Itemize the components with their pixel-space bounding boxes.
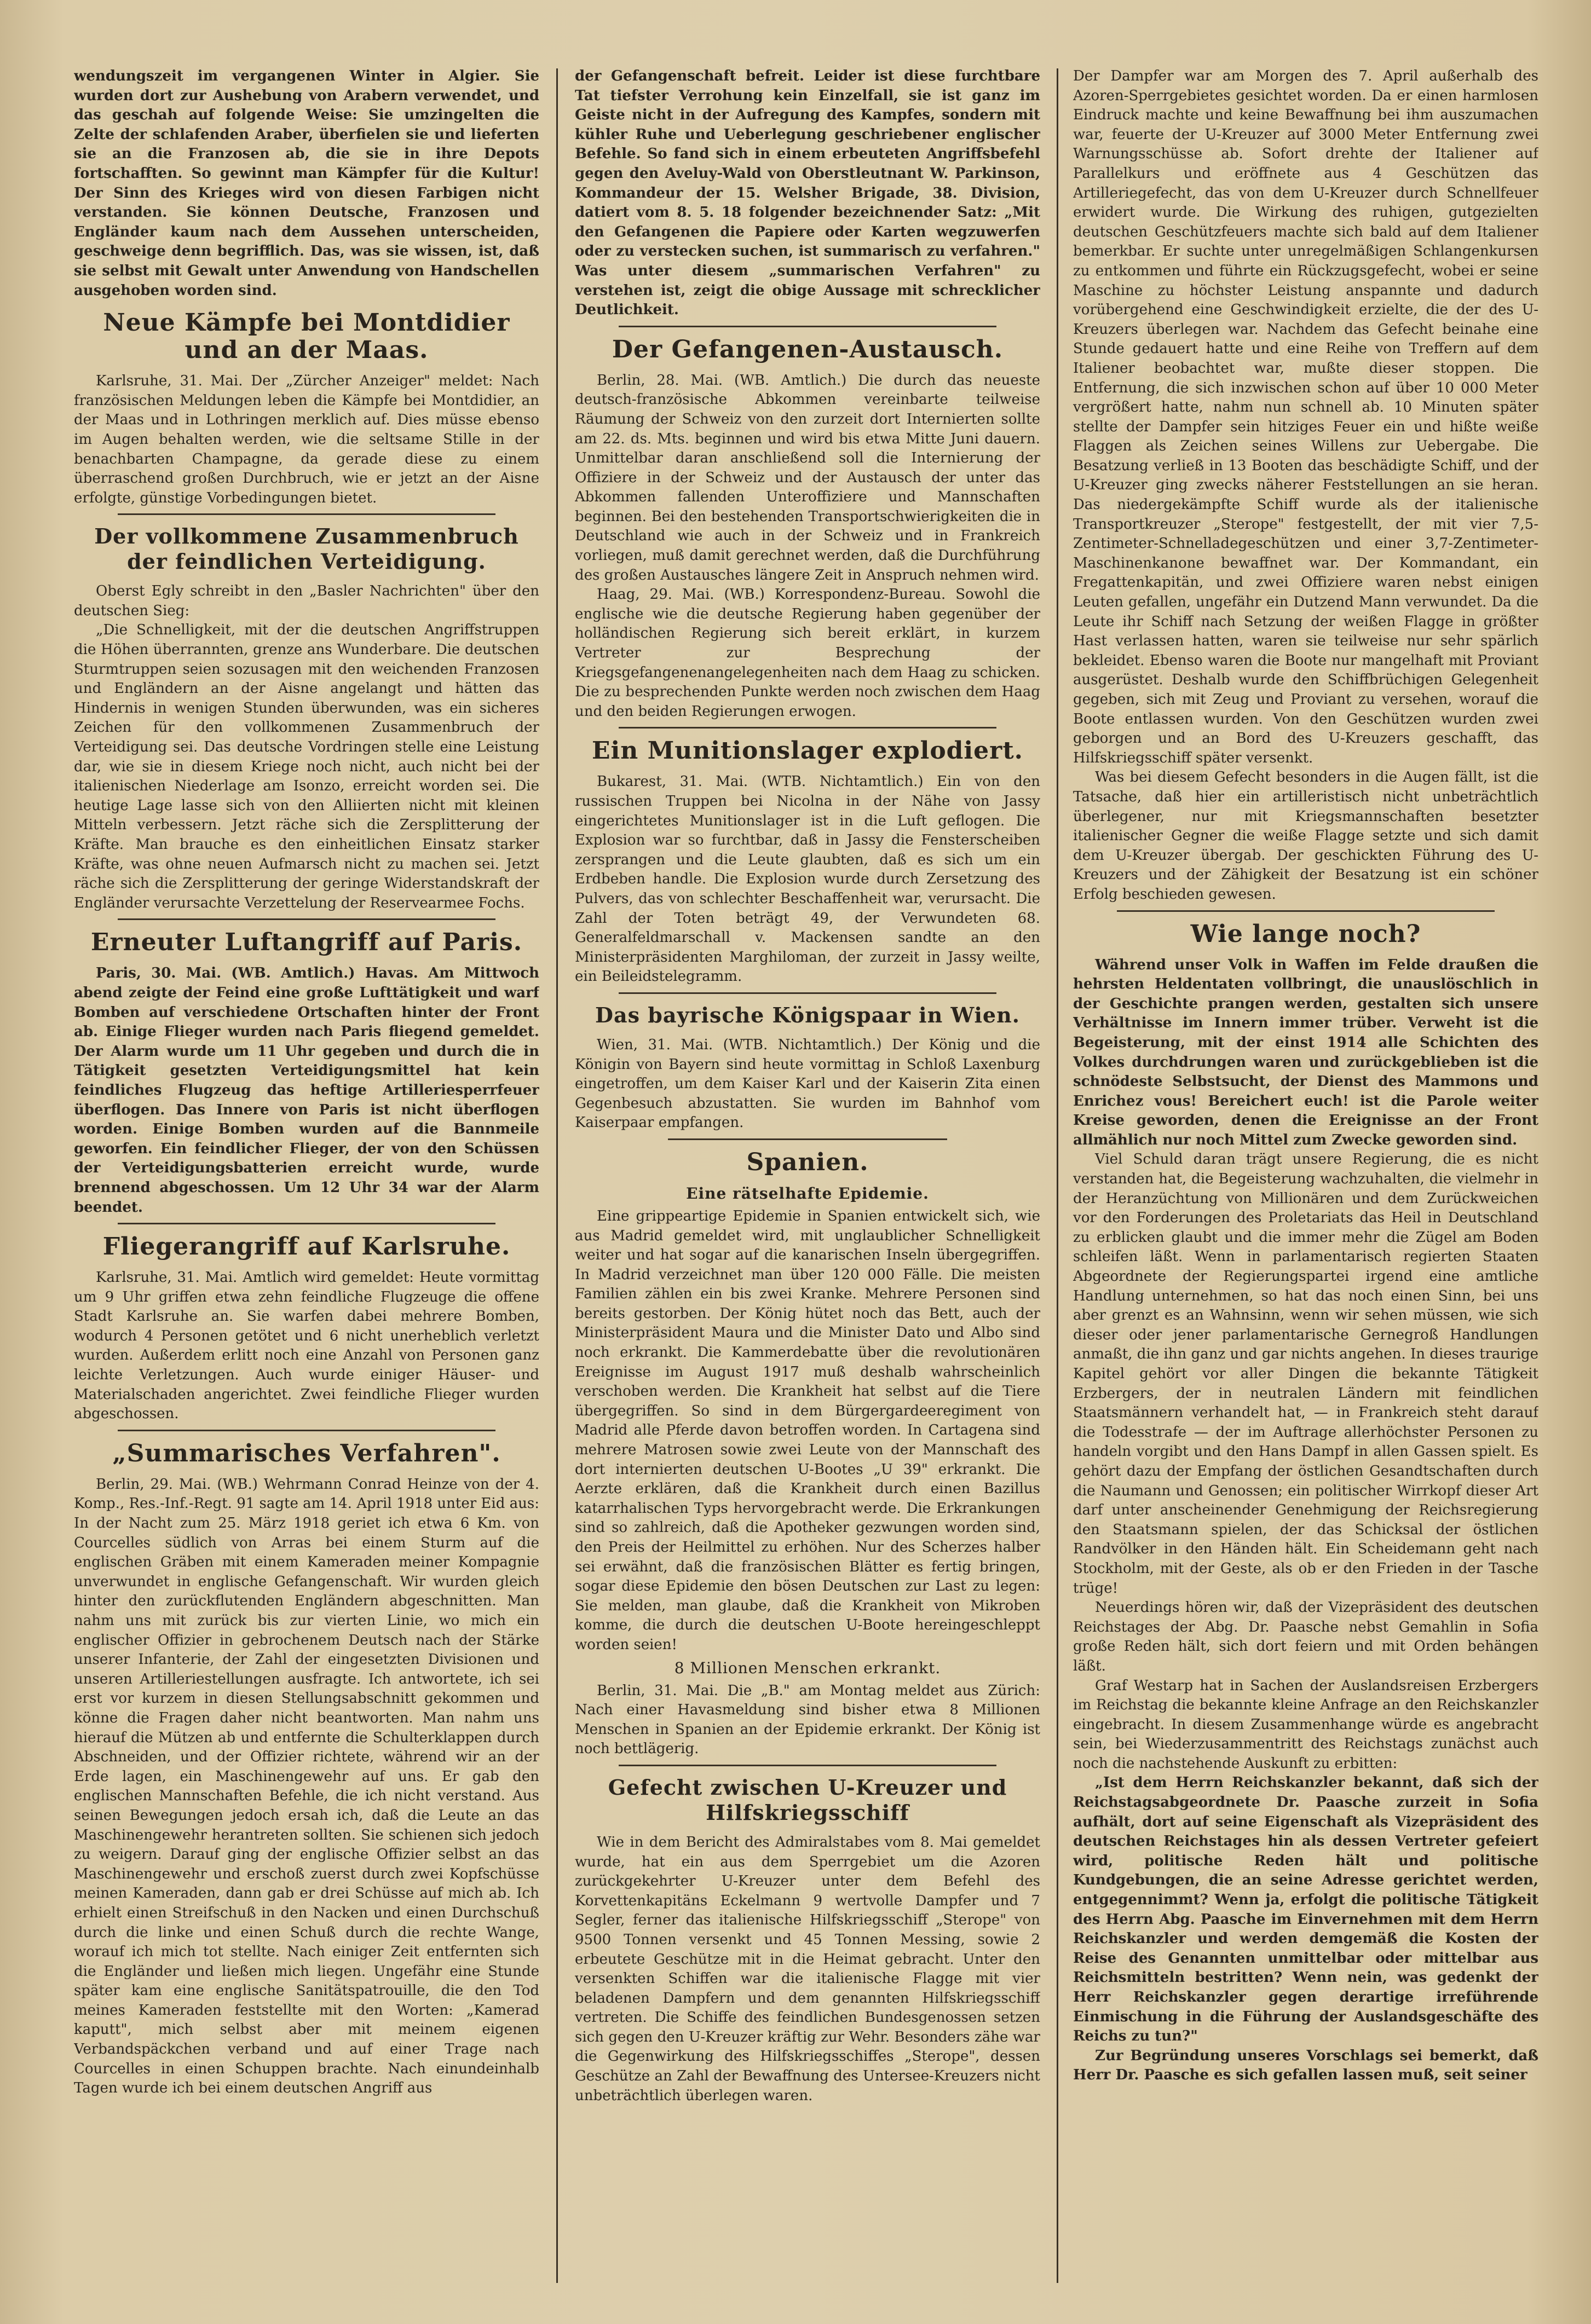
article-fliegerangriff-karlsruhe: Karlsruhe, 31. Mai. Amtlich wird gemeldet: Heute vormittag um 9 Uhr griffen etwa zehn feindliche Flugzeuge die offene Stadt Karlsruhe an. Sie warfen dabei mehrere Bomben, wodurch 4 Personen getötet und 6 nicht unerheblich verletzt wurden. Außerdem erlitt noch eine Anzahl von Personen ganz leichte Verletzungen. Auch wurde einiger Häuser- und Materialschaden angerichtet. Zwei feindliche Flieger wurden abgeschossen. [74, 1269, 539, 1423]
article-continuation-dampfer: Der Dampfer war am Morgen des 7. April außerhalb des Azoren-Sperrgebietes gesichtet worden. Da er einen harmlosen Eindruck machte und keine Bewaffnung bei ihm auszumachen war, feuerte der U-Kreuzer auf 3000 Meter Entfernung zwei Warnungsschüsse ab. Sofort drehte der Italiener auf Parallelkurs und eröffnete aus 4 Geschützen das Artilleriegefecht, das von dem U-Kreuzer durch Schnellfeuer erwidert wurde. Die Wirkung des ruhigen, gutgezielten deutschen Geschützfeuers machte sich bald auf dem Italiener bemerkbar. Er suchte unter unregelmäßigen Schlangenkursen zu entkommen und führte ein Rückzugsgefecht, wobei er seine Maschine zu höchster Leistung anspannte und dadurch vorübergehend eine Geschwindigkeit erzielte, die der des U-Kreuzers überlegen war. Nachdem das Gefecht beinahe eine Stunde gedauert hatte und eine Reihe von Treffern auf dem Italiener beobachtet war, mußte dieser stoppen. Die Entfernung, die sich inzwischen schon auf über 10 000 Meter vergrößert hatte, nahm nun schnell ab. 10 Minuten später stellte der Dampfer sein hitziges Feuer ein und hißte weiße Flaggen als Zeichen seines Willens zur Uebergabe. Die Besatzung verließ in 13 Booten das beschädigte Schiff, und der U-Kreuzer ging zwecks näherer Feststellungen an sie heran. Das niedergekämpfte Schiff wurde als der italienische Transportkreuzer „Sterope" festgestellt, der mit vier 7,5-Zentimeter-Schnelladegeschützen und einer 3,7-Zentimeter-Maschinenkanone bewaffnet war. Der Kommandant, ein Fregattenkapitän, und zwei Offiziere waren nebst einigen Leuten gefallen, ungefähr ein Dutzend Mann verwundet. Da die Leute ihr Schiff nach Setzung der weißen Flagge in größter Hast verlassen hatten, waren sie teilweise nur sehr spärlich bekleidet. Ebenso waren die Boote nur mangelhaft mit Proviant ausgerüstet. Deshalb wurde den Schiffbrüchigen Gelegenheit gegeben, sich mit Zeug und Proviant zu versehen, worauf die Boote entlassen wurden. Von den Geschützen wurden zwei geborgen und an Bord des U-Kreuzers geschafft, das Hilfskriegsschiff später versenkt. [1073, 68, 1538, 766]
article-gefangenen-austausch-haag: Haag, 29. Mai. (WB.) Korrespondenz-Bureau. Sowohl die englische wie die deutsche Regierung haben gegenüber der holländischen Regierung sich bereit erklärt, in kurzem Vertreter zur Besprechung der Kriegsgefangenenangelegenheiten nach dem Haag zu schicken. Die zu besprechenden Punkte werden noch zwischen dem Haag und den beiden Regierungen erwogen. [575, 586, 1040, 720]
headline-fliegerangriff-karlsruhe: Fliegerangriff auf Karlsruhe. [102, 1233, 511, 1261]
separator [118, 513, 495, 515]
column-3 [1073, 67, 1538, 2286]
article-wie-lange-noch-anfrage: „Ist dem Herrn Reichskanzler bekannt, daß sich der Reichstagsabgeordnete Dr. Paasche zurzeit in Sofia aufhält, dort auf seine Eigenschaft als Vizepräsident des deutschen Reichstages hin als dessen Vertreter gefeiert wird, politische Reden hält und politische Kundgebungen, die an seine Adresse gerichtet werden, entgegennimmt? Wenn ja, erfolgt die politische Tätigkeit des Herrn Abg. Paasche im Einvernehmen mit dem Herrn Reichskanzler und werden demgemäß die Kosten der Reise des Genannten unmittelbar oder mittelbar aus Reichsmitteln bestritten? Wenn nein, was gedenkt der Herr Reichskanzler gegen derartige irreführende Einmischung in die Führung der Auslandsgeschäfte des Reichs zu tun?" [1073, 1774, 1538, 2045]
article-spanien-epidemie: Eine grippeartige Epidemie in Spanien entwickelt sich, wie aus Madrid gemeldet wird, mit unglaublicher Schnelligkeit weiter und hat sogar auf die kanarischen Inseln übergegriffen. In Madrid verzeichnet man über 120 000 Fälle. Die meisten Familien zählen ein bis zwei Kranke. Mehrere Personen sind bereits gestorben. Der König hütet noch das Bett, auch der Ministerpräsident Maura und die Minister Dato und Albo sind noch erkrankt. Die Kammerdebatte über die revolutionären Ereignisse im August 1917 muß deshalb wahrscheinlich verschoben werden. Die Krankheit hat selbst auf die Tiere übergegriffen. So sind in dem Bürgergardeeregiment von Madrid alle Pferde davon betroffen worden. In Cartagena sind mehrere Matrosen sowie zwei Leute von der Mannschaft des dort internierten deutschen U-Bootes „U 39" erkrankt. Die Aerzte erklären, daß die Krankheit durch einen Bazillus katarrhalischen Typs hervorgebracht werde. Die Erkrankungen sind so zahlreich, daß die Apotheker gezwungen worden sind, den Preis der Heilmittel zu erhöhen. Nur des Scherzes halber sei erwähnt, daß die französischen Blätter es fertig bringen, sogar diese Epidemie den bösen Deutschen zur Last zu legen: Sie melden, man glaube, daß die Krankheit von Mikroben komme, die durch die deutschen U-Boote hereingeschleppt worden seien! [575, 1207, 1040, 1653]
article-summarisches-verfahren: Berlin, 29. Mai. (WB.) Wehrmann Conrad Heinze von der 4. Komp., Res.-Inf.-Regt. 91 sagte am 14. April 1918 unter Eid aus: In der Nacht zum 25. März 1918 geriet ich etwa 6 Km. von Courcelles südlich von Arras bei einem Sturm auf die englischen Gräben mit einem Kameraden meiner Kompagnie unverwundet in englische Gefangenschaft. Wir wurden gleich hinter den zurückflutenden Engländern abgeschnitten. Man nahm uns mit zurück bis zur vierten Linie, wo mich ein englischer Offizier in gebrochenem Deutsch nach der Stärke unserer Infanterie, der Zahl der eingesetzten Divisionen und unseren Artilleriestellungen ausfragte. Ich antwortete, ich sei erst vor kurzem in diesen Stellungsabschnitt gekommen und könne die Fragen daher nicht beantworten. Man nahm uns hierauf die Mützen ab und entfernte die Schulterklappen durch Abschneiden, und der Offizier richtete, während wir an der Erde lagen, ein Maschinengewehr auf uns. Er gab den englischen Mannschaften Befehle, die ich nicht verstand. Aus seinen Bewegungen jedoch ersah ich, daß die Leute an das Maschinengewehr herantreten sollten. Sie schienen sich jedoch zu weigern. Darauf ging der englische Offizier selbst an das Maschinengewehr und erschoß zuerst durch zwei Kopfschüsse meinen Kameraden, dann gab er drei Schüsse auf mich ab. Ich erhielt einen Streifschuß in den Nacken und einen Durchschuß durch die linke und einen Schuß durch die rechte Wange, worauf ich mich tot stellte. Nach einiger Zeit entfernten sich die Engländer und ließen mich liegen. Ungefähr eine Stunde später kam eine englische Sanitätspatrouille, die den Tod meines Kameraden feststellte mit den Worten: „Kamerad kaputt", mich selbst aber mit meinem eigenen Verbandspäckchen verband und auf einer Trage nach Courcelles in einen Schuppen brachte. Nach einundeinhalb Tagen wurde ich bei einem deutschen Angriff aus [74, 1476, 539, 2097]
article-montdidier: Karlsruhe, 31. Mai. Der „Zürcher Anzeiger" meldet: Nach französischen Meldungen leben die Kämpfe bei Montdidier, an der Maas und in Lothringen merklich auf. Dies müsse ebenso im Augen behalten werden, wie die seltsame Stille in der benachbarten Champagne, da gerade diese zu einem überraschend großen Durchbruch, wie er jetzt an der Aisne erfolgte, günstige Vorbedingungen bietet. [74, 373, 539, 506]
headline-summarisches-verfahren: „Summarisches Verfahren". [112, 1439, 501, 1467]
subheadline-millionen: 8 Millionen Menschen erkrankt. [674, 1658, 941, 1677]
separator [619, 992, 996, 994]
subheadline-epidemie: Eine rätselhafte Epidemie. [686, 1184, 929, 1203]
separator [118, 1223, 495, 1224]
article-continuation-gefangenschaft: der Gefangenschaft befreit. Leider ist diese furchtbare Tat tiefster Verrohung kein Einzelfall, sie ist ganz im Geiste nicht in der Aufregung des Kampfes, sondern mit kühler Ruhe und Ueberlegung geschriebener englischer Befehle. So fand sich in einem erbeuteten Angriffsbefehl gegen den Aveluy-Wald von Oberstleutnant W. Parkinson, Kommandeur der 15. Welsher Brigade, 38. Division, datiert vom 8. 5. 18 folgender bezeichnender Satz: „Mit den Gefangenen die Papiere oder Karten wegzuwerfen oder zu verstecken suchen, ist summarisch zu verfahren." Was unter diesem „summarischen Verfahren" zu verstehen ist, zeigt die obige Aussage mit schrecklicher Deutlichkeit. [575, 68, 1040, 319]
article-continuation-algiers: wendungszeit im vergangenen Winter in Algier. Sie wurden dort zur Aushebung von Arabern verwendet, und das geschah auf folgende Weise: Sie umzingelten die Zelte der schlafenden Araber, überfielen sie und lieferten sie an die Franzosen ab, die sie in ihre Depots fortschafften. So gewinnt man Kämpfer für die Kultur! Der Sinn des Krieges wird von diesen Farbigen nicht verstanden. Sie können Deutsche, Franzosen und Engländer kaum nach dem Aussehen unterscheiden, geschweige denn begrifflich. Das, was sie wissen, ist, daß sie selbst mit Gewalt unter Anwendung von Handschellen ausgehoben worden sind. [74, 68, 539, 299]
article-luftangriff-paris: Paris, 30. Mai. (WB. Amtlich.) Havas. Am Mittwoch abend zeigte der Feind eine große Lufttätigkeit und warf Bomben auf verschiedene Ortschaften hinter der Front ab. Einige Flieger wurden nach Paris fliegend gemeldet. Der Alarm wurde um 11 Uhr gegeben und durch die in Tätigkeit gesetzten Verteidigungsmittel hat kein feindliches Flugzeug das heftige Artilleriesperrfeuer überflogen. Das Innere von Paris ist nicht überflogen worden. Einige Bomben wurden auf die Bannmeile geworfen. Ein feindlicher Flieger, der von den Schüssen der Verteidigungsbatterien erreicht wurde, wurde brennend abgeschossen. Um 12 Uhr 34 war der Alarm beendet. [74, 965, 539, 1216]
column-1 [74, 67, 539, 2286]
separator [668, 1138, 947, 1140]
separator [118, 918, 495, 920]
article-wie-lange-noch-paasche: Neuerdings hören wir, daß der Vizepräsident des deutschen Reichstages der Abg. Dr. Paasche nebst Gemahlin in Sofia große Reden hält, sich dort feiern und mit Orden behängen läßt. [1073, 1599, 1538, 1674]
article-wie-lange-noch-regierung: Viel Schuld daran trägt unsere Regierung, die es nicht verstanden hat, die Begeisterung wachzuhalten, die vielmehr in der Heranzüchtung von Millionären und dem Zurückweichen vor den Forderungen des Proletariats das Heil in Deutschland zu erblicken glaubt und die immer mehr die Zügel am Boden schleifen läßt. Wenn in parlamentarisch regierten Staaten Abgeordnete der Regierungspartei irgend eine amtliche Handlung unternehmen, so hat das noch einen Sinn, bei uns aber grenzt es an Wahnsinn, wenn wir sehen müssen, wie sich dieser oder jener parlamentarische Gernegroß Handlungen anmaßt, die ihn ganz und gar nichts angehen. In dieses traurige Kapitel gehört vor aller Dingen die bekannte Tätigkeit Erzbergers, der in neutralen Ländern mit feindlichen Staatsmännern verhandelt hat, — in Frankreich steht darauf die Todesstrafe — der im Auftrage allerhöchster Personen zu handeln vorgibt und den Hans Dampf in allen Gassen spielt. Es gehört dazu der Empfang der östlichen Gesandtschaften durch die Naumann und Genossen; ein politischer Wirrkopf dieser Art darf unter anscheinender Genehmigung der Reichsregierung den Staatsmann spielen, der das Schicksal der östlichen Randvölker in den Händen hält. Ein Scheidemann geht nach Stockholm, mit der Geste, als ob er den Frieden in der Tasche trüge! [1073, 1151, 1538, 1597]
headline-gefecht-u-kreuzer: Gefecht zwischen U-Kreuzer und Hilfskriegsschiff [608, 1774, 1007, 1825]
headline-luftangriff-paris: Erneuter Luftangriff auf Paris. [90, 928, 523, 957]
article-koenigspaar-wien: Wien, 31. Mai. (WTB. Nichtamtlich.) Der König und die Königin von Bayern sind heute vormittag in Schloß Laxenburg eingetroffen, um dem Kaiser Karl und der Kaiserin Zita einen Gegenbesuch abzustatten. Sie wurden im Bahnhof vom Kaiserpaar empfangen. [575, 1036, 1040, 1131]
column-rule-right [1057, 68, 1058, 2283]
article-wie-lange-noch-westarp: Graf Westarp hat in Sachen der Auslandsreisen Erzbergers im Reichstag die bekannte kleine Anfrage an den Reichskanzler eingebracht. In diesem Zusammenhange würde es angebracht sein, bei Wiederzusammentritt des Reichstags zunächst auch noch die nachstehende Auskunft zu erbitten: [1073, 1677, 1538, 1772]
headline-montdidier: Neue Kämpfe bei Montdidier und an der Maas. [103, 309, 510, 365]
separator [118, 1430, 495, 1431]
column-2 [575, 67, 1040, 2286]
separator [1117, 910, 1495, 912]
article-munitionslager: Bukarest, 31. Mai. (WTB. Nichtamtlich.) Ein von den russischen Truppen bei Nicolna in der Nähe von Jassy eingerichtetes Munitionslager ist in die Luft geflogen. Die Explosion war so furchtbar, daß in Jassy die Fensterscheiben zersprangen und die Leute glaubten, daß es sich um ein Erdbeben handle. Die Explosion wurde durch Zersetzung des Pulvers, das von schlechter Beschaffenheit war, verursacht. Die Zahl der Toten beträgt 49, der Verwundeten 68. Generalfeldmarschall v. Mackensen sandte an den Ministerpräsidenten Marghiloman, der zurzeit in Jassy weilte, ein Beileidstelegramm. [575, 773, 1040, 985]
headline-zusammenbruch: Der vollkommene Zusammenbruch der feindlichen Verteidigung. [94, 524, 519, 574]
column-rule-left [556, 68, 558, 2283]
article-zusammenbruch-intro: Oberst Egly schreibt in den „Basler Nachrichten" über den deutschen Sieg: [74, 583, 539, 619]
article-millionen-erkrankt: Berlin, 31. Mai. Die „B." am Montag meldet aus Zürich: Nach einer Havasmeldung sind bisher etwa 8 Millionen Menschen in Spanien an der Epidemie erkrankt. Der König ist noch bettlägerig. [575, 1682, 1040, 1758]
article-zusammenbruch-quote: „Die Schnelligkeit, mit der die deutschen Angriffstruppen die Höhen überrannten, grenze ans Wunderbare. Die deutschen Sturmtruppen seien sozusagen mit den weichenden Franzosen und Engländern an der Aisne angelangt und hätten das Hindernis in wenigen Stunden überwunden, was ein sicheres Zeichen für den vollkommenen Zusammenbruch der Verteidigung sei. Das deutsche Vordringen stelle eine Leistung dar, wie sie in diesem Kriege noch nicht, auch nicht bei der italienischen Niederlage am Isonzo, erreicht worden sei. Die heutige Lage lasse sich von den Alliierten nicht mit kleinen Mitteln verbessern. Jetzt räche sich die Zersplitterung der Kräfte. Man brauche es den einheitlichen Einsatz starker Kräfte, was ohne neuen Aufmarsch nicht zu machen sei. Jetzt räche sich die Zersplitterung der geringe Widerstandskraft der Engländer verursachte Verzettelung der Reservearmee Fochs. [74, 622, 539, 911]
headline-munitionslager: Ein Munitionslager explodiert. [592, 737, 1023, 765]
article-gefangenen-austausch-berlin: Berlin, 28. Mai. (WB. Amtlich.) Die durch das neueste deutsch-französische Abkommen vereinbarte teilweise Räumung der Schweiz von den zurzeit dort Internierten sollte am 22. ds. Mts. beginnen und wird bis etwa Mitte Juni dauern. Unmittelbar daran anschließend soll die Internierung der Offiziere in der Schweiz und der Austausch der unter das Abkommen fallenden Unteroffiziere und Mannschaften beginnen. Bei den bestehenden Transportschwierigkeiten die in Deutschland wie auch in der Schweiz und in Frankreich vorliegen, muß damit gerechnet werden, daß die Durchführung des großen Austausches längere Zeit in Anspruch nehmen wird. [575, 372, 1040, 583]
headline-wie-lange-noch: Wie lange noch? [1190, 920, 1421, 948]
headline-gefangenen-austausch: Der Gefangenen-Austausch. [612, 335, 1004, 363]
separator [619, 326, 996, 327]
separator [619, 727, 996, 729]
headline-spanien: Spanien. [746, 1148, 869, 1176]
article-wie-lange-noch-begruendung: Zur Begründung unseres Vorschlags sei bemerkt, daß Herr Dr. Paasche es sich gefallen lassen muß, seit seiner [1073, 2047, 1538, 2084]
article-gefecht-u-kreuzer: Wie in dem Bericht des Admiralstabes vom 8. Mai gemeldet wurde, hat ein aus dem Sperrgebiet um die Azoren zurückgekehrter U-Kreuzer unter dem Befehl des Korvettenkapitäns Eckelmann 9 wertvolle Dampfer und 7 Segler, ferner das italienische Hilfskriegsschiff „Sterope" von 9500 Tonnen versenkt und 45 Tonnen Messing, sowie 2 erbeutete Geschütze mit in die Heimat gebracht. Unter den versenkten Schiffen war die italienische Flagge mit vier beladenen Dampfern und dem genannten Hilfskriegsschiff vertreten. Die Schiffe des feindlichen Bundesgenossen setzen sich gegen den U-Kreuzer kräftig zur Wehr. Besonders zähe war die Gegenwirkung des Hilfskriegsschiffes „Sterope", dessen Geschütze an Zahl der Bewaffnung des Untersee-Kreuzers nicht unbeträchtlich überlegen waren. [575, 1834, 1040, 2104]
separator [619, 1765, 996, 1766]
article-gefecht-fazit: Was bei diesem Gefecht besonders in die Augen fällt, ist die Tatsache, daß hier ein artilleristisch nicht unbeträchtlich überlegener, nur mit Kriegsmannschaften besetzter italienischer Gegner die weiße Flagge setzte und sich damit dem U-Kreuzer übergab. Der geschickten Führung des U-Kreuzers und der Zähigkeit der Besatzung ist ein schöner Erfolg beschieden gewesen. [1073, 769, 1538, 903]
headline-koenigspaar-wien: Das bayrische Königspaar in Wien. [595, 1002, 1020, 1027]
article-wie-lange-noch-intro: Während unser Volk in Waffen im Felde draußen die hehrsten Heldentaten vollbringt, die unauslöschlich in der Geschichte prangen werden, gestalten sich unsere Verhältnisse im Innern immer trüber. Verweht ist die Begeisterung, mit der einst 1914 alle Schichten des Volkes durchdrungen waren und zurückgeblieben ist die schnödeste Selbstsucht, der Dienst des Mammons und Enrichez vous! Bereichert euch! ist die Parole weiter Kreise geworden, denen die Ereignisse an der Front allmählich nur noch Mittel zum Zwecke geworden sind. [1073, 956, 1538, 1148]
